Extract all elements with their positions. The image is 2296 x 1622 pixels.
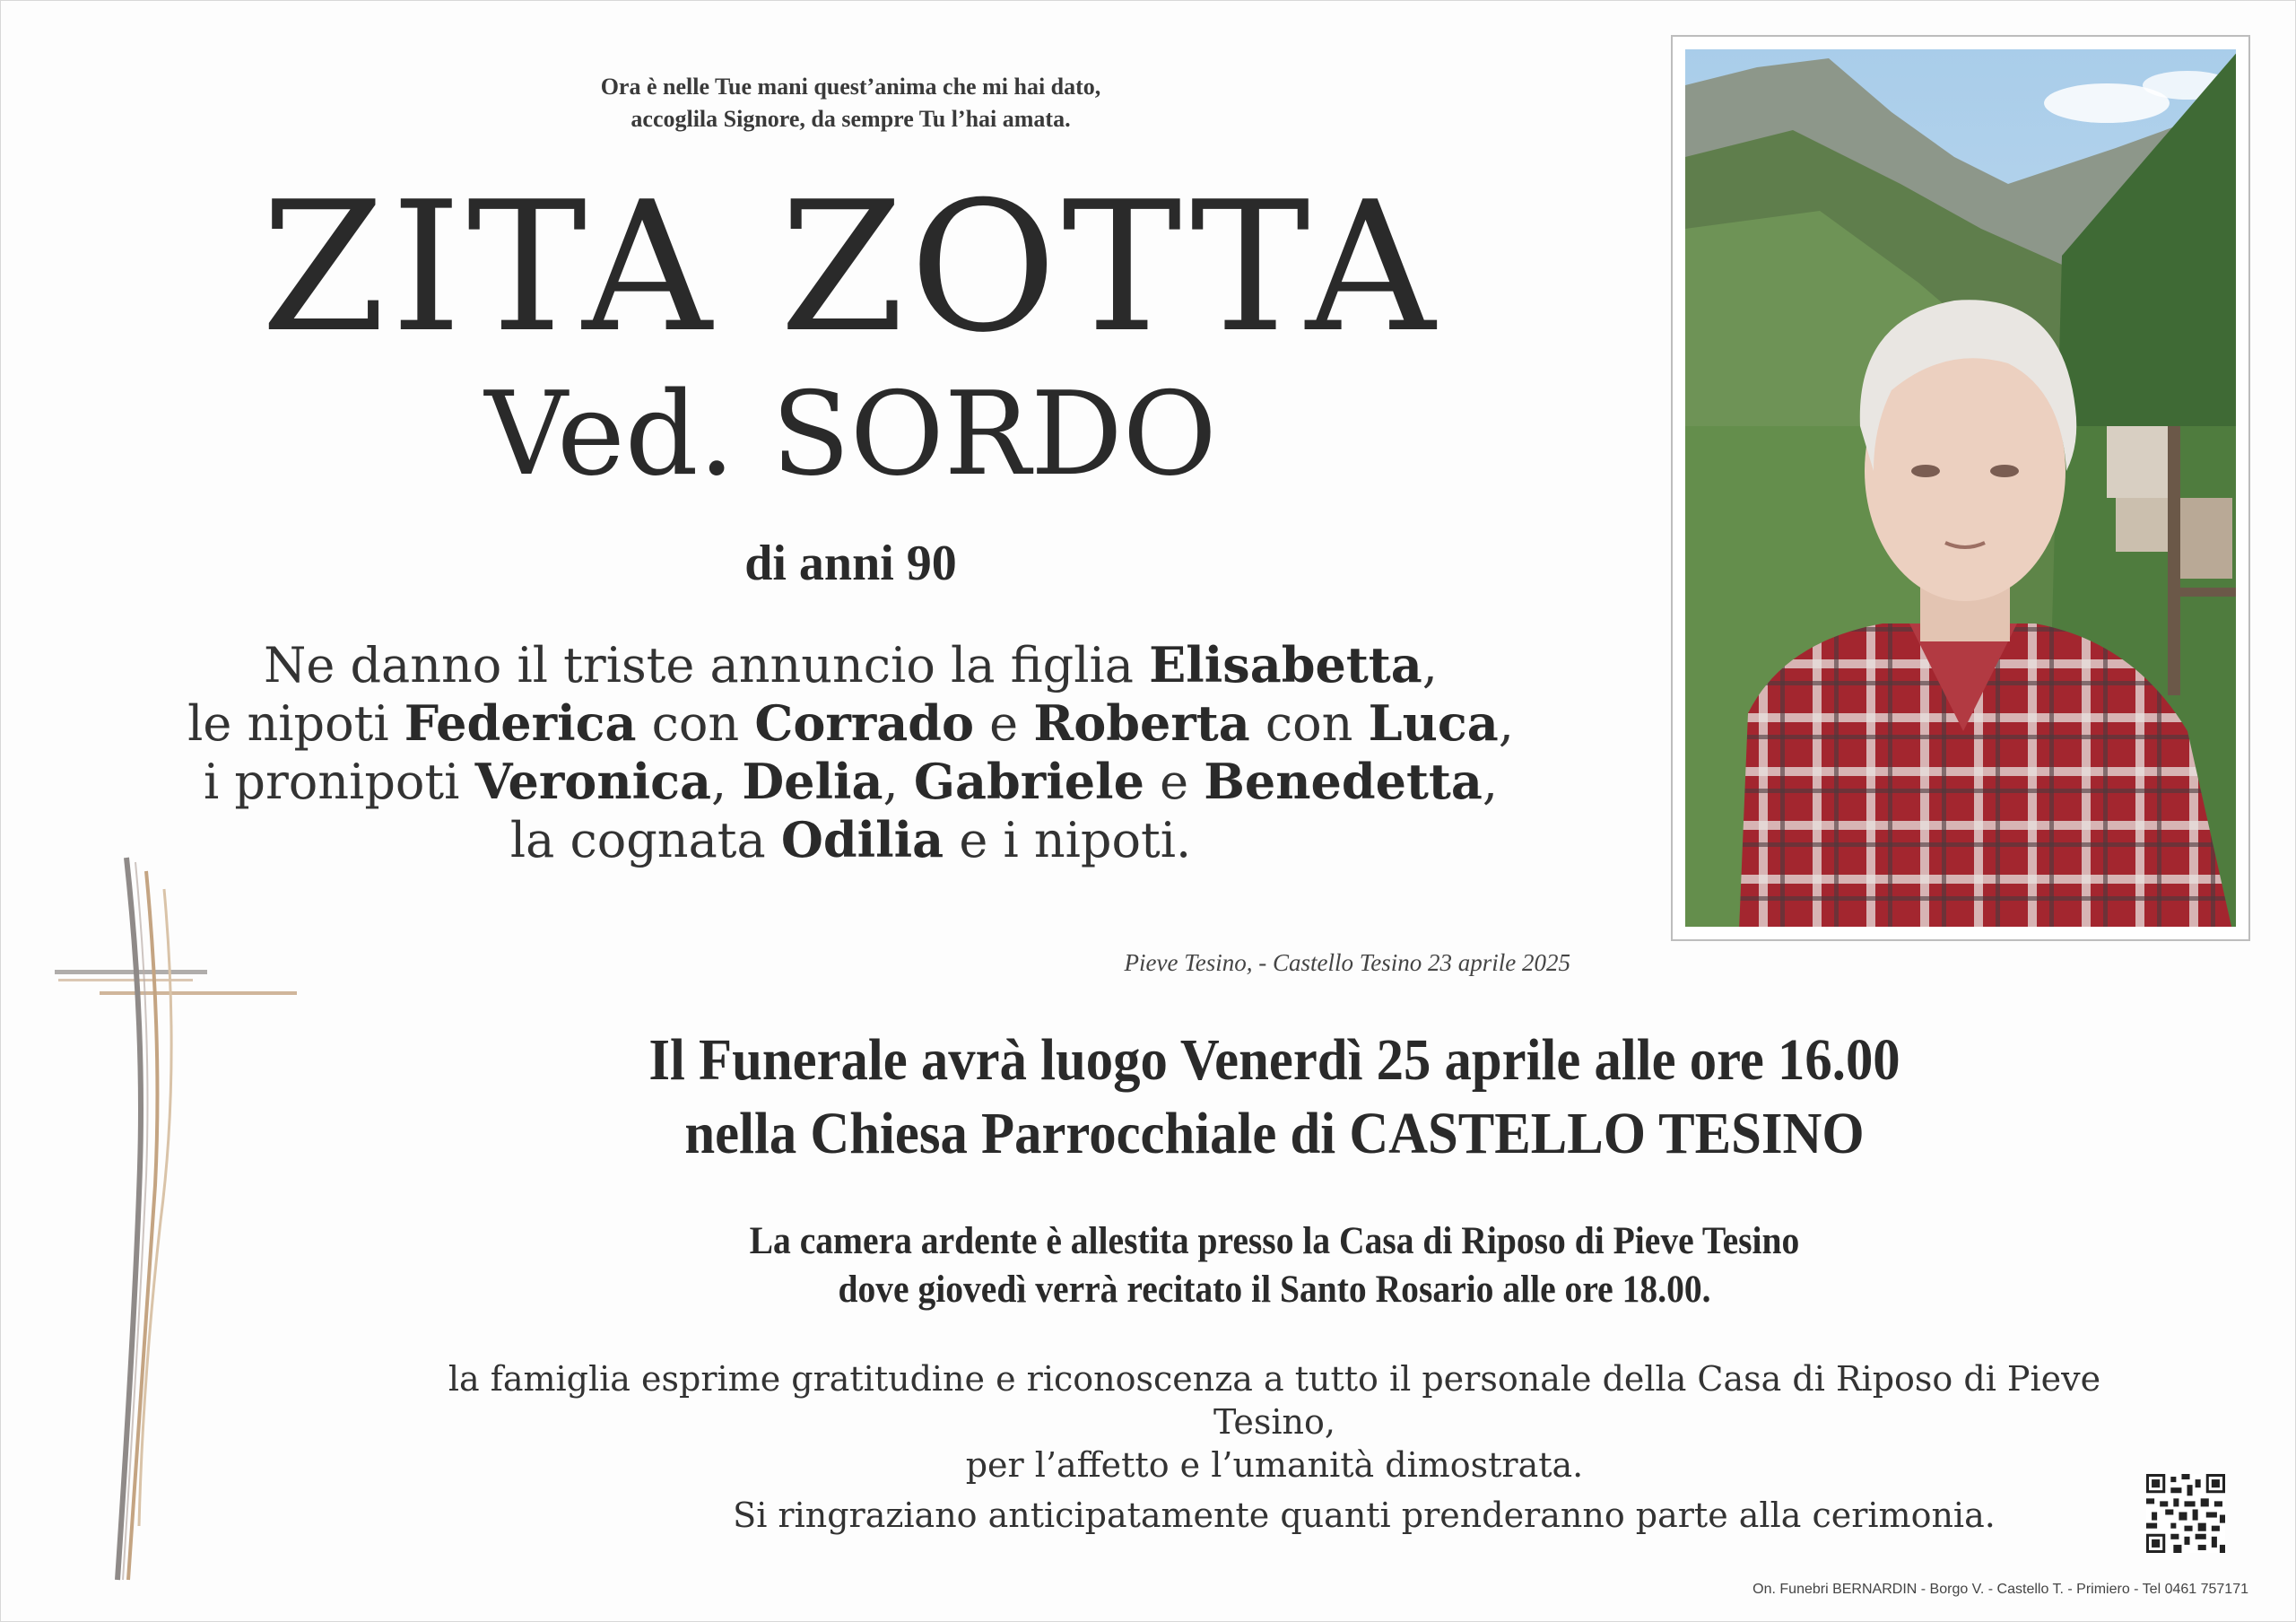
funeral-line-1: Il Funerale avrà luogo Venerdì 25 aprile alle ore 16.00 [648, 1027, 1900, 1093]
family-line-4: la cognata Odilia e i nipoti. [509, 811, 1192, 868]
cross-icon [46, 844, 324, 1589]
prayer-line-1: Ora è nelle Tue mani quest’anima che mi hai dato, [600, 74, 1101, 100]
thanks-line-2: per l’affetto e l’umanità dimostrata. [965, 1445, 1584, 1485]
family-line-1: Ne danno il triste annuncio la figlia Elisabetta, [264, 636, 1438, 693]
thanks-line-1: la famiglia esprime gratitudine e riconoscenza a tutto il personale della Casa di Riposo di Pieve Tesino, [448, 1359, 2101, 1442]
deceased-name: ZITA ZOTTA [260, 163, 1441, 372]
portrait-illustration [1685, 49, 2236, 927]
funeral-info [516, 1024, 2034, 1171]
family-line-2: le nipoti Federica con Corrado e Roberta con Luca, [187, 694, 1514, 752]
camera-ardente-info [631, 1217, 1918, 1314]
place-and-date: Pieve Tesino, - Castello Tesino 23 aprile 2025 [1124, 949, 1570, 976]
camera-line-1: La camera ardente è allestita presso la Casa di Riposo di Pieve Tesino [749, 1220, 1800, 1262]
funeral-home-footer: On. Funebri BERNARDIN - Borgo V. - Castello T. - Primiero - Tel 0461 757171 [1752, 1582, 2248, 1597]
prayer-verse [378, 71, 1324, 135]
portrait-photo [1685, 49, 2236, 927]
age: di anni 90 [744, 536, 957, 591]
family-thanks [396, 1357, 2153, 1487]
widow-of: Ved. SORDO [484, 368, 1217, 501]
camera-line-2: dove giovedì verrà recitato il Santo Rosario alle ore 18.00. [838, 1269, 1711, 1311]
family-announcement [162, 636, 1539, 869]
prayer-line-2: accoglila Signore, da sempre Tu l’hai amata. [631, 106, 1071, 132]
closing-thanks: Si ringraziano anticipatamente quanti prenderanno parte alla cerimonia. [733, 1496, 1996, 1535]
qr-code-icon[interactable] [2146, 1474, 2225, 1553]
family-line-3: i pronipoti Veronica, Delia, Gabriele e Benedetta, [203, 753, 1499, 810]
funeral-line-2: nella Chiesa Parrocchiale di CASTELLO TESINO [684, 1101, 1865, 1166]
portrait-frame [1671, 35, 2250, 941]
